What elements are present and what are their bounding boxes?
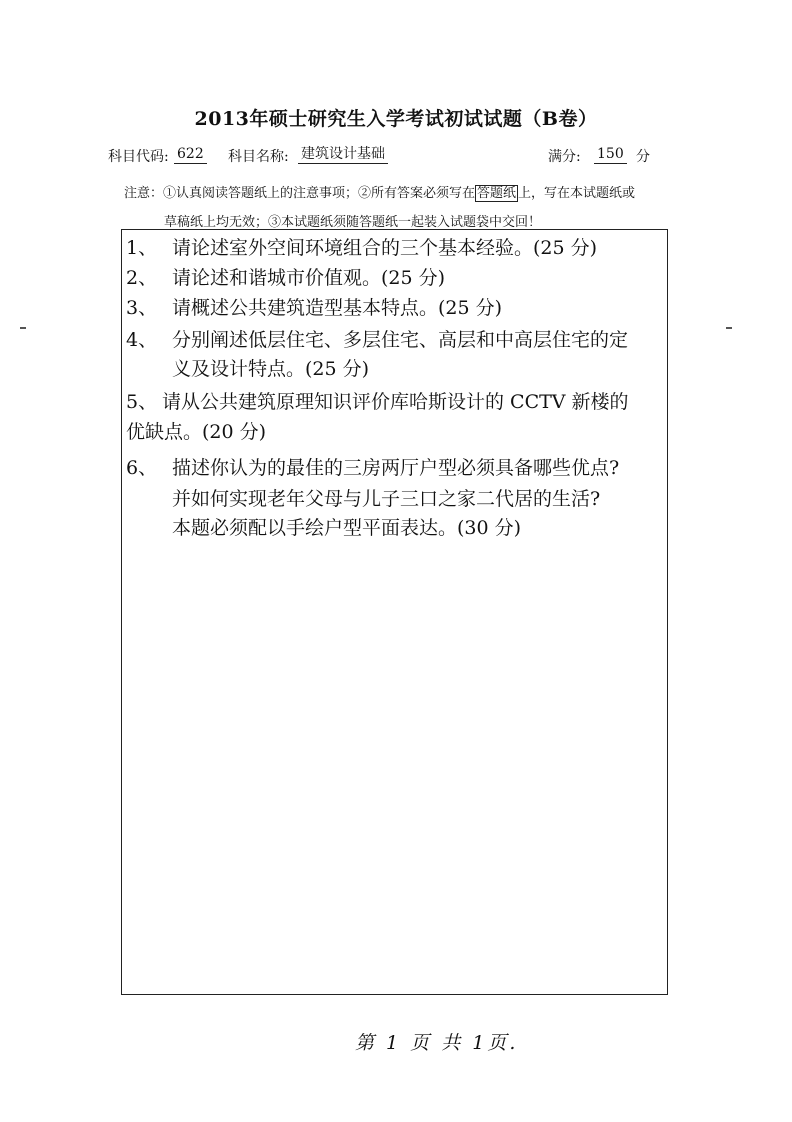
question-1 bbox=[126, 234, 597, 262]
question-box bbox=[121, 229, 668, 995]
question-number: 1、 bbox=[126, 237, 158, 259]
full-score-label: 满分: bbox=[548, 149, 581, 165]
subject-name-label: 科目名称: bbox=[228, 149, 289, 165]
question-number: 3、 bbox=[126, 297, 158, 319]
exam-title: 2013年硕士研究生入学考试初试试题（B卷） bbox=[194, 108, 598, 130]
question-4-continuation: 义及设计特点。(25 分) bbox=[172, 358, 370, 380]
scan-mark bbox=[20, 327, 26, 329]
question-number: 6、 bbox=[126, 457, 158, 479]
question-number: 4、 bbox=[126, 329, 158, 351]
notice-text: 注意：①认真阅读答题纸上的注意事项；②所有答案必须写在 bbox=[124, 186, 476, 201]
full-score-unit: 分 bbox=[636, 149, 650, 165]
question-number: 5、 bbox=[126, 391, 158, 413]
question-text: 请从公共建筑原理知识评价库哈斯设计的 CCTV 新楼的 bbox=[162, 391, 629, 413]
question-text: 分别阐述低层住宅、多层住宅、高层和中高层住宅的定 bbox=[172, 329, 629, 351]
question-5-continuation: 优缺点。(20 分) bbox=[126, 421, 267, 443]
question-6-continuation: 本题必须配以手绘户型平面表达。(30 分) bbox=[172, 517, 522, 539]
question-text: 描述你认为的最佳的三房两厅户型必须具备哪些优点? bbox=[172, 457, 620, 479]
scan-mark bbox=[726, 327, 732, 329]
question-6-continuation: 并如何实现老年父母与儿子三口之家二代居的生活? bbox=[172, 488, 601, 510]
page-footer: 第 1 页 共 1页. bbox=[355, 1032, 519, 1054]
question-4 bbox=[126, 326, 628, 354]
notice-line-2: 草稿纸上均无效；③本试题纸须随答题纸一起装入试题袋中交回！ bbox=[164, 215, 542, 230]
full-score-value: 150 bbox=[594, 146, 627, 164]
question-number: 2、 bbox=[126, 267, 158, 289]
exam-info-row bbox=[108, 146, 668, 170]
answer-sheet-boxed: 答题纸 bbox=[477, 186, 517, 201]
subject-code-label: 科目代码: bbox=[108, 149, 169, 165]
question-text: 请论述和谐城市价值观。(25 分) bbox=[172, 267, 446, 289]
notice-line-1 bbox=[124, 182, 684, 201]
question-3 bbox=[126, 294, 502, 322]
question-text: 请论述室外空间环境组合的三个基本经验。(25 分) bbox=[172, 237, 598, 259]
question-6 bbox=[126, 454, 619, 482]
question-5 bbox=[126, 388, 629, 416]
notice-text: 上，写在本试题纸或 bbox=[518, 186, 636, 201]
subject-code-value: 622 bbox=[174, 146, 207, 164]
subject-name-value: 建筑设计基础 bbox=[298, 146, 388, 164]
question-2 bbox=[126, 264, 445, 292]
question-text: 请概述公共建筑造型基本特点。(25 分) bbox=[172, 297, 503, 319]
